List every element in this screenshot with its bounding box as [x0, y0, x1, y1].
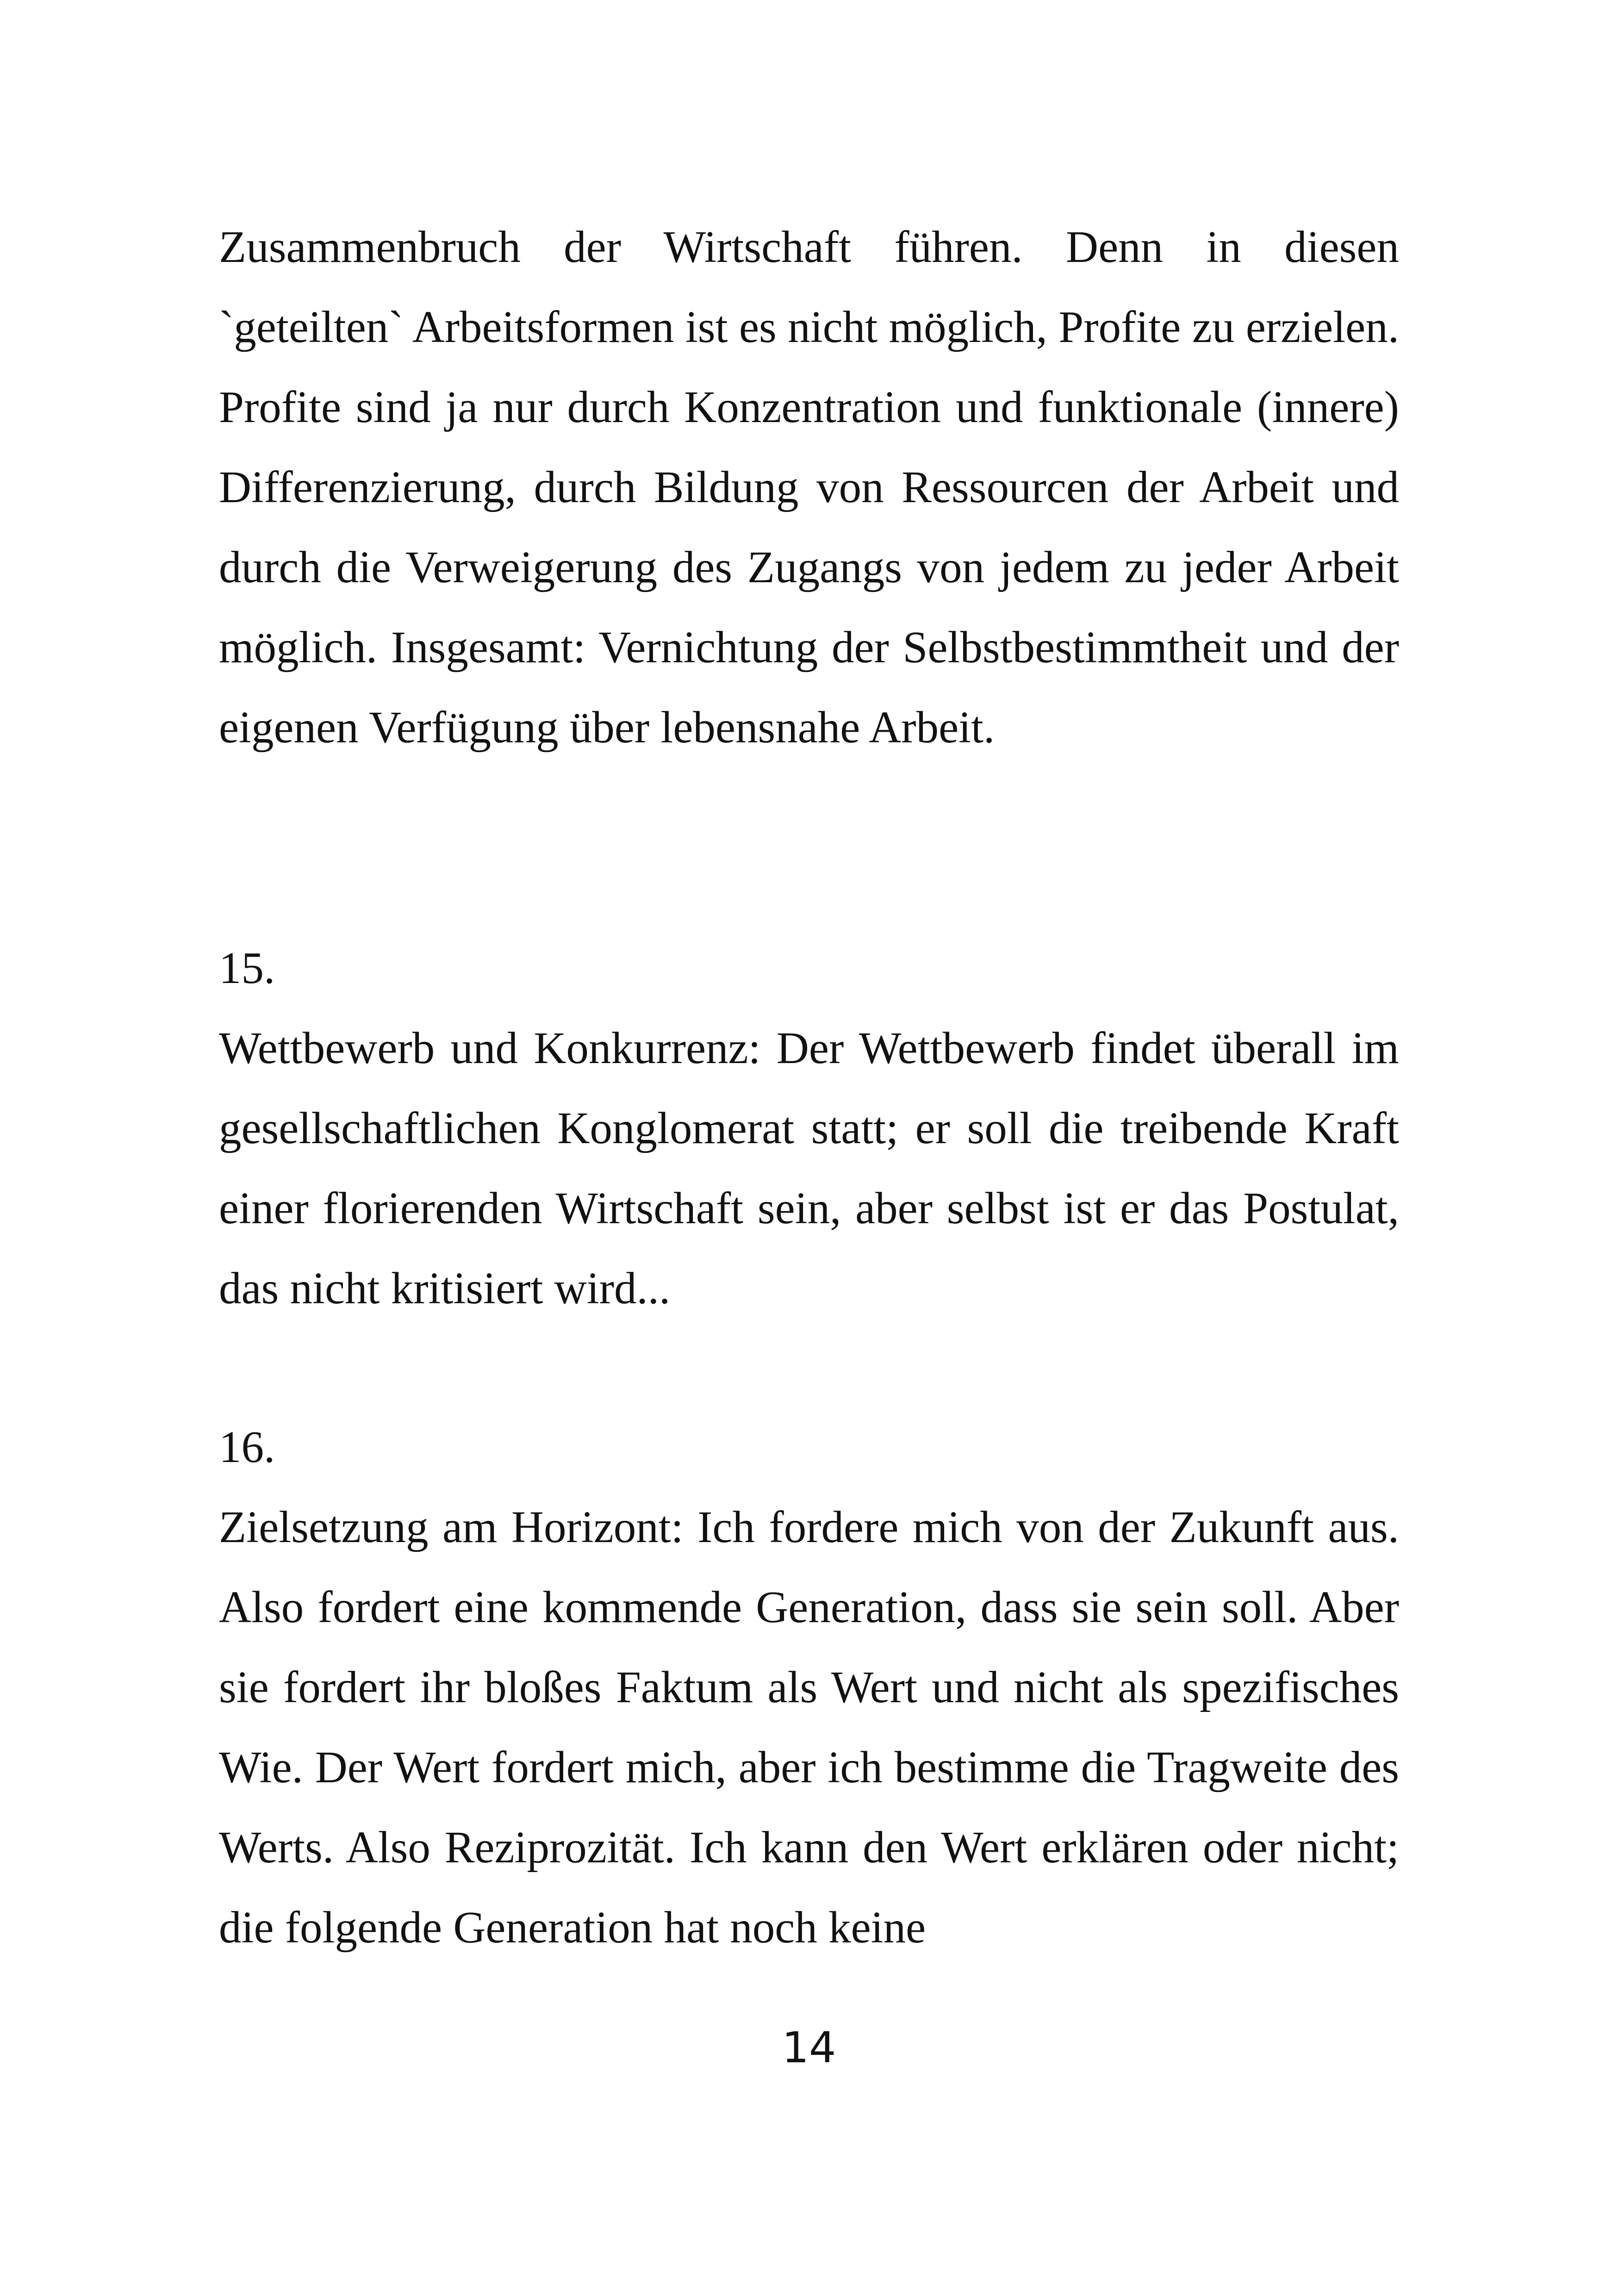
section-number-15: 15. [219, 943, 275, 993]
paragraph-section-16: Zielsetzung am Horizont: Ich fordere mich von der Zukunft aus. Also fordert eine kommende Generation, dass sie sein soll. Aber sie fordert ihr bloßes Faktum als Wert und nicht als spezifisches Wie. Der Wert fordert mich, aber ich bestimme die Tragweite des Werts. Also Reziprozität. Ich kann den Wert erklären oder nicht; die folgende Generation hat noch keine [219, 1502, 1399, 1952]
paragraph-intro: Zusammenbruch der Wirtschaft führen. Denn in diesen `geteilten` Arbeitsformen ist es nicht möglich, Profite zu erzielen. Profite sind ja nur durch Konzentration und funktionale (innere) Differenzierung, durch Bildung von Ressourcen der Arbeit und durch die Verweigerung des Zugangs von jedem zu jeder Arbeit möglich. Insgesamt: Vernichtung der Selbstbestimmtheit und der eigenen Verfügung über lebensnahe Arbeit. [219, 222, 1399, 752]
section-number-16: 16. [219, 1422, 275, 1472]
paragraph-section-15: Wettbewerb und Konkurrenz: Der Wettbewerb findet überall im gesellschaftlichen Konglomerat statt; er soll die treibende Kraft einer florierenden Wirtschaft sein, aber selbst ist er das Postulat, das nicht kritisiert wird... [219, 1023, 1399, 1313]
page-number: 14 [782, 2023, 836, 2072]
